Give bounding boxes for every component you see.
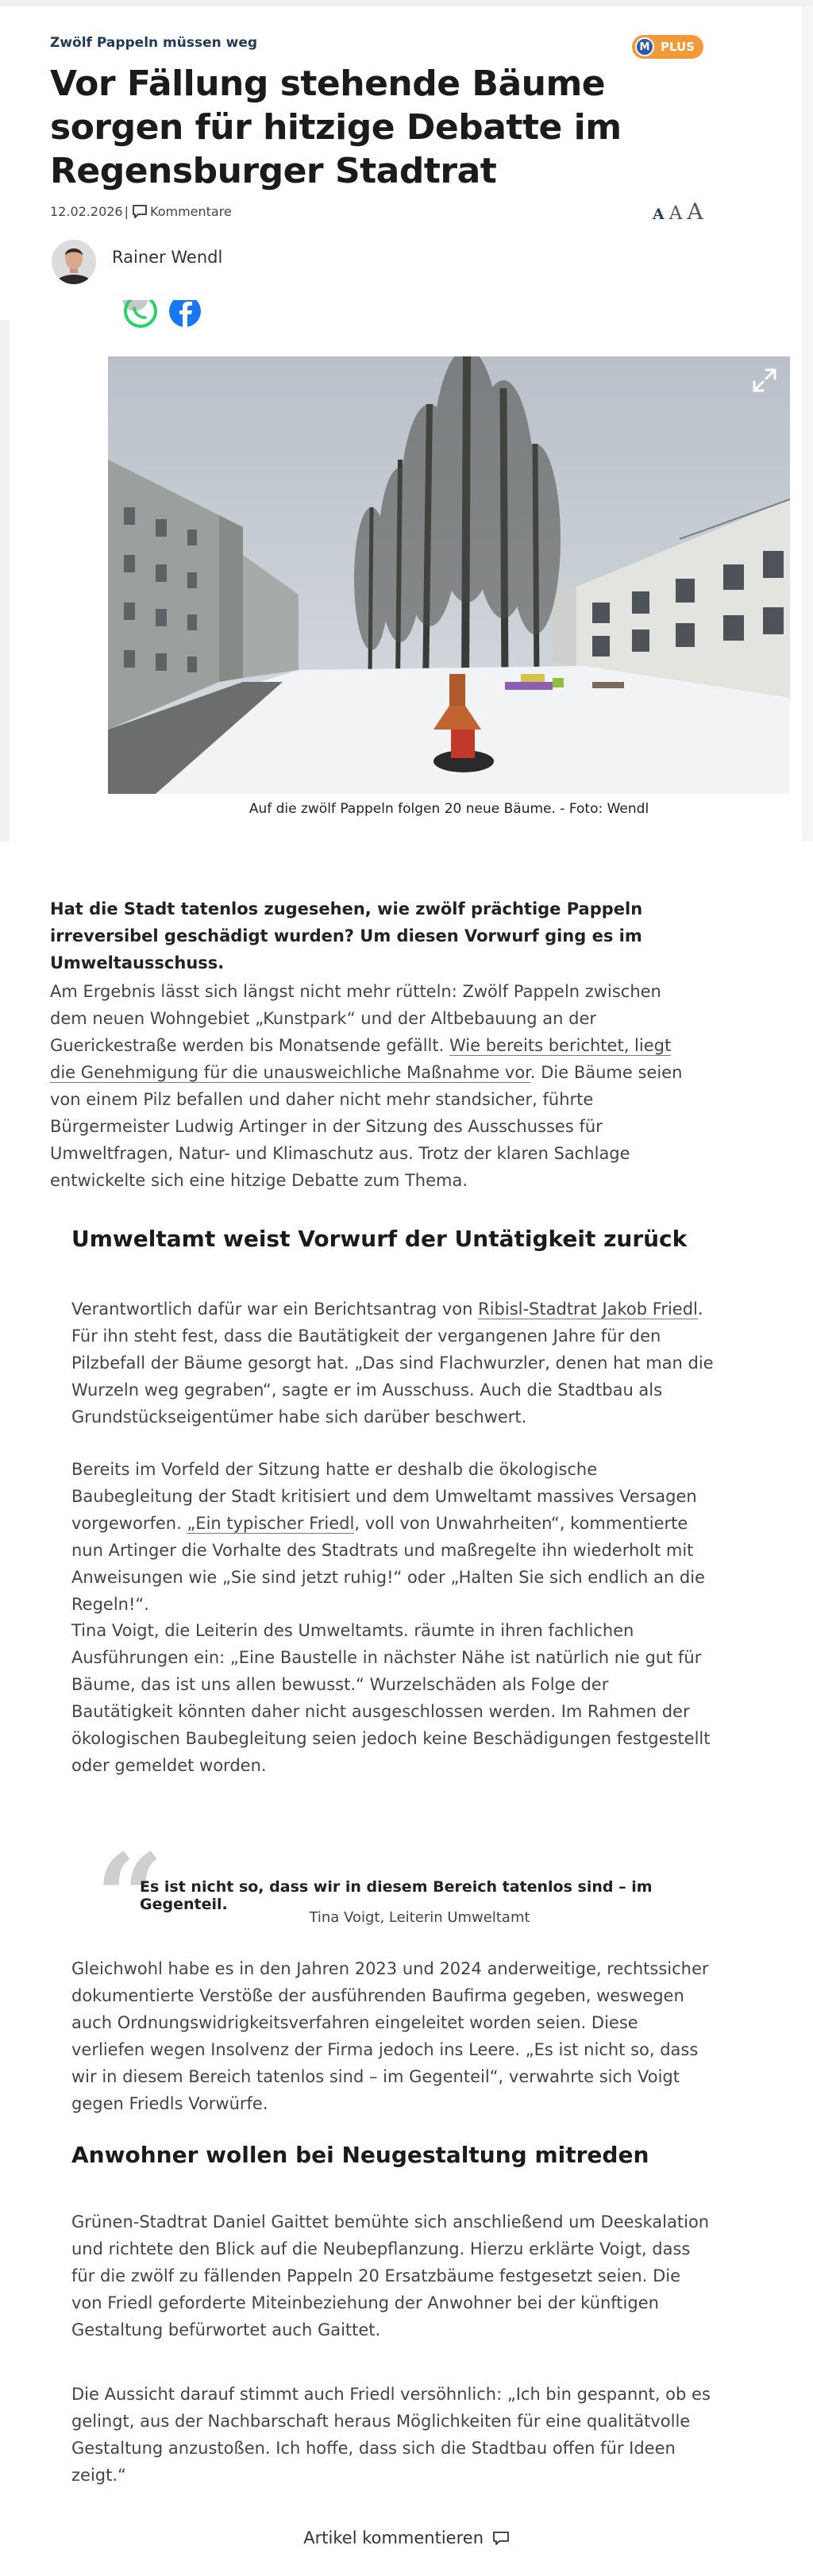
- article-meta: [50, 204, 235, 219]
- article-kicker: Zwölf Pappeln müssen weg: [50, 35, 258, 51]
- top-strip: [0, 0, 813, 6]
- comment-article-label: Artikel kommentieren: [303, 2528, 484, 2547]
- paragraph-2: [71, 1296, 715, 1430]
- paragraph-2-text-2: . Für ihn steht fest, dass die Bautätigkeit der vergangenen Jahre für den Pilzbefall der Bäume gesorgt hat. „Das sind Flachwurzler, denen hat man die Wurzeln weg gegraben“, sagte er im Ausschuss. Auch die Stadtbau als Grundstückseigentümer habe sich darüber beschwert.: [71, 1300, 714, 1427]
- previous-report-link[interactable]: Wie bereits berichtet, liegt die Genehmigung für die unausweichliche Maßnahme vor: [50, 1036, 672, 1082]
- expand-arrows-icon[interactable]: [751, 367, 778, 394]
- article-date: 12.02.2026: [50, 204, 123, 219]
- meta-separator: |: [124, 204, 129, 219]
- quote-mark-icon: “: [95, 1828, 164, 1968]
- author-name[interactable]: Rainer Wendl: [112, 248, 223, 267]
- article-photo[interactable]: [108, 356, 790, 794]
- plus-label: PLUS: [661, 40, 695, 54]
- facebook-icon[interactable]: [169, 300, 201, 327]
- paragraph-3-text: Bereits im Vorfeld der Sitzung hatte er deshalb die ökologische Baubegleitung der Stadt kritisiert und dem Umweltamt massives Versagen vorgeworfen.: [71, 1460, 697, 1533]
- paragraph-3: [71, 1456, 715, 1618]
- paragraph-2-text: Verantwortlich dafür war ein Berichtsantrag von: [71, 1300, 479, 1319]
- subheading-2: Anwohner wollen bei Neugestaltung mitreden: [71, 2142, 649, 2168]
- page-side-gutter: [802, 6, 813, 841]
- text-size-small[interactable]: A: [653, 206, 665, 223]
- photo-caption: Auf die zwölf Pappeln folgen 20 neue Bäume. - Foto: Wendl: [249, 801, 649, 817]
- comment-article-button[interactable]: [0, 2528, 813, 2547]
- comments-link[interactable]: [132, 204, 232, 219]
- paragraph-7: Die Aussicht darauf stimmt auch Friedl versöhnlich: „Ich bin gespannt, ob es gelingt, aus der Nachbarschaft heraus Möglichkeiten für eine qualitätvolle Gestaltung anzustoßen. Ich hoffe, dass sich die Stadtbau offen für Ideen zeigt.“: [71, 2385, 711, 2485]
- plus-logo-icon: M: [635, 37, 654, 56]
- text-size-large[interactable]: A: [687, 198, 703, 225]
- friedl-link[interactable]: Ribisl-Stadtrat Jakob Friedl: [478, 1300, 698, 1319]
- comment-bubble-icon: [492, 2531, 510, 2547]
- paragraph-1-text: Am Ergebnis lässt sich längst nicht mehr rütteln: Zwölf Pappeln zwischen dem neuen Wohngebiet „Kunstpark“ und der Altbebauung an der Guerickestraße werden bis Monatsende gefällt.: [50, 982, 661, 1055]
- comment-bubble-icon: [132, 205, 148, 219]
- subheading-1: Umweltamt weist Vorwurf der Untätigkeit zurück: [71, 1226, 688, 1252]
- plus-badge[interactable]: [632, 35, 703, 59]
- page-left-gutter: [0, 318, 10, 841]
- article-lead: Hat die Stadt tatenlos zugesehen, wie zwölf prächtige Pappeln irreversibel geschädigt wurden? Um diesen Vorwurf ging es im Umweltausschuss.: [50, 899, 643, 972]
- text-size-controls: [653, 198, 703, 225]
- share-row: [119, 300, 222, 332]
- paragraph-4: Tina Voigt, die Leiterin des Umweltamts. räumte in ihren fachlichen Ausführungen ein: „Eine Baustelle in nächster Nähe ist natürlich nie gut für Bäume, das ist uns allen bewusst.“ Wurzelschäden als Folge der Bautätigkeit könnten daher nicht ausgeschlossen werden. Im Rahmen der ökologischen Baubegleitung seien jedoch keine Beschädigungen festgestellt oder gemeldet worden.: [71, 1621, 711, 1775]
- paragraph-5: Gleichwohl habe es in den Jahren 2023 und 2024 anderweitige, rechtssicher dokumentierte Verstöße der ausführenden Baufirma gegeben, weswegen auch Ordnungswidrigkeitsverfahren eingeleitet worden seien. Diese verliefen wegen Insolvenz der Firma jedoch ins Leere. „Es ist nicht so, dass wir in diesem Bereich tatenlos sind – im Gegenteil“, verwahrte sich Voigt gegen Friedls Vorwürfe.: [71, 1959, 709, 2113]
- paragraph-1: [50, 978, 701, 1194]
- paragraph-3-text-2: , voll von Unwahrheiten“, kommentierte nun Artinger die Vorhalte des Stadtrats und maßregelte ihn wiederholt mit Anweisungen wie „Sie sind jetzt ruhig!“ oder „Halten Sie sich endlich an die Regeln!“.: [71, 1514, 705, 1614]
- paragraph-1-text-2: . Die Bäume seien von einem Pilz befallen und daher nicht mehr standsicher, führte Bürgermeister Ludwig Artinger in der Sitzung des Ausschusses für Umweltfragen, Natur- und Klimaschutz aus. Trotz der klaren Sachlage entwickelte sich eine hitzige Debatte zum Thema.: [50, 1063, 683, 1190]
- paragraph-6: Grünen-Stadtrat Daniel Gaittet bemühte sich anschließend um Deeskalation und richtete den Blick auf die Neubepflanzung. Hierzu erklärte Voigt, dass für die zwölf zu fällenden Pappeln 20 Ersatzbäume festgesetzt seien. Die von Friedl geforderte Miteinbeziehung der Anwohner bei der künftigen Gestaltung befürwortet auch Gaittet.: [71, 2212, 710, 2339]
- pull-quote: Es ist nicht so, dass wir in diesem Bereich tatenlos sind – im Gegenteil.: [140, 1878, 653, 1913]
- typischer-friedl-link[interactable]: „Ein typischer Friedl: [187, 1514, 355, 1533]
- article-title: Vor Fällung stehende Bäume sorgen für hitzige Debatte im Regensburger Stadtrat: [50, 64, 622, 191]
- pull-quote-source: Tina Voigt, Leiterin Umweltamt: [309, 1909, 530, 1926]
- text-size-medium[interactable]: A: [669, 203, 683, 224]
- author-avatar: [52, 240, 96, 284]
- comments-label: Kommentare: [150, 204, 232, 219]
